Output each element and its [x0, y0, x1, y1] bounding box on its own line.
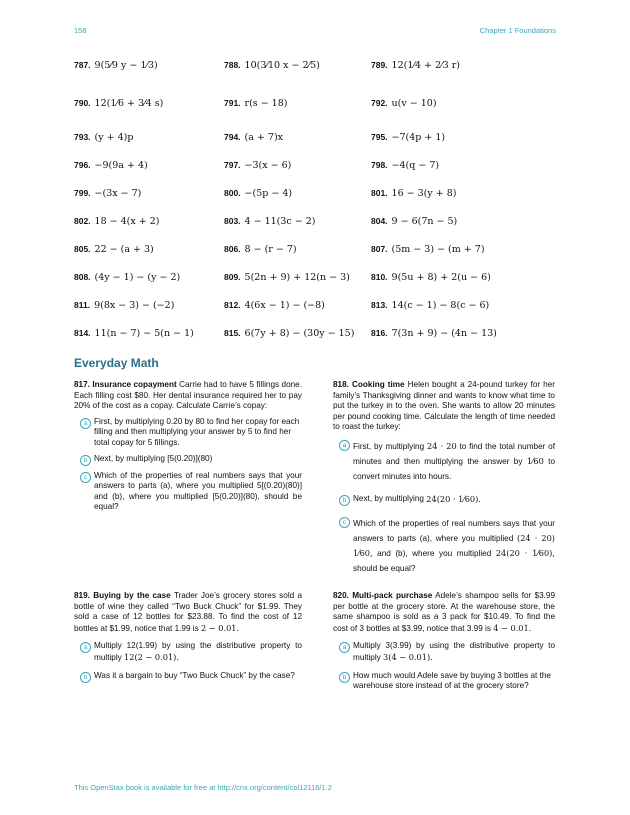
exercise-item: [224, 98, 287, 109]
exercise-expression: −3(x − 6): [244, 160, 292, 171]
part-a-math: 24 · 20: [426, 440, 457, 451]
part-b-icon: b: [80, 455, 91, 466]
exercise-item: [371, 300, 489, 311]
problem-math: 2 − 0.01.: [201, 622, 240, 633]
exercise-item: [74, 244, 154, 255]
exercise-row: [74, 272, 564, 292]
exercise-number: 792.: [371, 98, 388, 108]
part-b-text: How much would Adele save by buying 3 bottles at the warehouse store instead of at the grocery store?: [353, 670, 551, 691]
exercise-expression: −7(4p + 1): [391, 132, 446, 143]
exercise-row: [74, 188, 564, 208]
exercise-item: [371, 272, 491, 283]
section-heading: Everyday Math: [74, 356, 159, 370]
exercise-item: [371, 244, 485, 255]
problem-math: 4 − 0.01.: [493, 622, 532, 633]
part-b-text: Next, by multiplying: [353, 493, 424, 503]
part-a-icon: a: [339, 642, 350, 653]
exercise-item: [371, 98, 437, 109]
exercise-item: [74, 132, 133, 143]
part-a-text: Multiply 3(3.99) by using the distributive property to multiply: [353, 641, 555, 662]
exercise-item: [371, 60, 460, 71]
exercise-number: 799.: [74, 188, 91, 198]
exercise-item: [74, 160, 148, 171]
exercise-number: 815.: [224, 328, 241, 338]
exercise-number: 808.: [74, 272, 91, 282]
exercise-expression: 9 − 6(7n − 5): [391, 216, 458, 227]
exercise-expression: 10(3⁄10 x − 2⁄5): [244, 60, 320, 71]
exercise-item: [371, 132, 445, 143]
exercise-expression: 12(1⁄4 + 2⁄3 r): [391, 60, 460, 71]
exercise-expression: −(3x − 7): [94, 188, 142, 199]
problem-817: [74, 380, 302, 513]
exercise-expression: −9(9a + 4): [94, 160, 148, 171]
exercise-expression: 9(5⁄9 y − 1⁄3): [94, 60, 158, 71]
exercise-number: 797.: [224, 160, 241, 170]
exercise-row: [74, 244, 564, 264]
exercise-number: 801.: [371, 188, 388, 198]
exercise-expression: r(s − 18): [244, 98, 288, 109]
exercise-item: [224, 60, 320, 71]
exercise-number: 790.: [74, 98, 91, 108]
exercise-item: [74, 60, 158, 71]
exercise-expression: 16 − 3(y + 8): [391, 188, 457, 199]
exercise-item: [74, 272, 180, 283]
exercise-number: 802.: [74, 216, 91, 226]
exercise-number: 807.: [371, 244, 388, 254]
exercise-number: 812.: [224, 300, 241, 310]
exercise-item: [224, 300, 325, 311]
exercise-item: [371, 216, 457, 227]
exercise-expression: 22 − (a + 3): [94, 244, 154, 255]
part-b-icon: b: [80, 672, 91, 683]
exercise-item: [224, 188, 292, 199]
exercise-expression: 7(3n + 9) − (4n − 13): [391, 328, 497, 339]
exercise-expression: 9(5u + 8) + 2(u − 6): [391, 272, 491, 283]
part-a-fraction: 1⁄60: [526, 455, 544, 466]
exercise-item: [224, 160, 291, 171]
exercise-number: 806.: [224, 244, 241, 254]
page-number: 158: [74, 26, 87, 35]
exercise-number: 816.: [371, 328, 388, 338]
exercise-expression: u(v − 10): [391, 98, 437, 109]
exercise-row: [74, 216, 564, 236]
chapter-title: Chapter 1 Foundations: [479, 26, 556, 35]
part-b-math: 24(20 · 1⁄60).: [426, 493, 481, 504]
exercise-row: [74, 132, 564, 152]
exercise-item: [74, 216, 160, 227]
part-a-text: Multiply 12(1.99) by using the distributive property to multiply: [94, 641, 302, 662]
exercise-row: [74, 328, 564, 348]
exercise-expression: 5(2n + 9) + 12(n − 3): [244, 272, 350, 283]
exercise-number: 796.: [74, 160, 91, 170]
problem-number: 820.: [333, 591, 349, 600]
exercise-number: 814.: [74, 328, 91, 338]
exercise-item: [371, 160, 439, 171]
exercise-expression: −4(q − 7): [391, 160, 440, 171]
exercise-row: [74, 98, 564, 118]
problem-text: Adele’s shampoo sells for $3.99 per bottle at the grocery store. At the warehouse store, the same shampoo is sold as a 3 pack for $10.49. To find the cost of 3 bottles at $3.99, notice that 3.99 is: [333, 591, 555, 633]
exercise-item: [224, 272, 350, 283]
exercise-number: 803.: [224, 216, 241, 226]
exercise-number: 810.: [371, 272, 388, 282]
exercise-number: 795.: [371, 132, 388, 142]
exercise-expression: 11(n − 7) − 5(n − 1): [94, 328, 194, 339]
problem-title: Cooking time: [351, 380, 405, 389]
problem-text: Helen bought a 24-pound turkey for her family’s Thanksgiving dinner and wants to know what time to put the turkey in to the oven. She wants to allow 20 minutes per pound cooking time. Calculate the length of time needed to roast the turkey:: [333, 380, 556, 432]
exercise-expression: 12(1⁄6 + 3⁄4 s): [94, 98, 164, 109]
part-b-icon: b: [339, 495, 350, 506]
part-c-text-2: and (b), where you multiplied: [377, 548, 492, 558]
problem-text: Trader Joe’s grocery stores sold a bottle of wine they called “Two Buck Chuck” for $1.99. They sold a case of 12 bottles for $23.88. To find the cost of 12 bottles at $1.99, notice that 1.99 is: [74, 591, 302, 633]
part-c-math-2: 24(20 · 1⁄60),: [495, 547, 555, 558]
exercise-item: [224, 132, 283, 143]
part-b-text: Next, by multiplying [5(0.20)](80): [94, 453, 213, 463]
exercise-item: [224, 216, 316, 227]
part-a-text: First, by multiplying 0.20 by 80 to find her copay for each filling and then multiplying your answer by 5 to find her total copay for 5 fillings.: [94, 416, 300, 447]
part-c-icon: c: [80, 472, 91, 483]
exercise-item: [224, 328, 354, 339]
problem-818: [333, 380, 555, 576]
exercise-number: 809.: [224, 272, 241, 282]
part-c-math-1: (24 · 20) 1⁄60,: [353, 532, 555, 558]
exercise-item: [74, 98, 163, 109]
exercise-number: 798.: [371, 160, 388, 170]
part-b-text: Was it a bargain to buy “Two Buck Chuck” by the case?: [94, 670, 295, 680]
exercise-number: 805.: [74, 244, 91, 254]
exercise-expression: (5m − 3) − (m + 7): [391, 244, 485, 255]
part-a-text: First, by multiplying: [353, 441, 425, 451]
exercise-number: 793.: [74, 132, 91, 142]
part-c-text-3: should be equal?: [353, 563, 416, 573]
exercise-row: [74, 300, 564, 320]
problem-text: Carrie had to have 5 fillings done. Each filling cost $80. Her dental insurance required her to pay 20% of the cost as a copay. Calculate Carrie’s copay:: [74, 380, 303, 411]
part-a-math: 12(2 − 0.01).: [124, 651, 179, 662]
exercise-expression: 18 − 4(x + 2): [94, 216, 160, 227]
part-a-text-2: to find the total number of minutes and then multiplying the answer by: [353, 441, 555, 466]
exercise-expression: −(5p − 4): [244, 188, 293, 199]
problem-title: Buying by the case: [93, 591, 171, 600]
exercise-item: [371, 328, 497, 339]
exercise-number: 787.: [74, 60, 91, 70]
problem-number: 819.: [74, 591, 90, 600]
exercise-number: 789.: [371, 60, 388, 70]
problem-title: Insurance copayment: [92, 380, 177, 389]
exercise-number: 811.: [74, 300, 91, 310]
part-c-text: Which of the properties of real numbers says that your answers to parts (a), where you multiplied: [353, 518, 555, 543]
exercise-number: 813.: [371, 300, 388, 310]
exercise-expression: 14(c − 1) − 8(c − 6): [391, 300, 490, 311]
part-c-icon: c: [339, 517, 350, 528]
part-a-icon: a: [80, 418, 91, 429]
exercise-number: 791.: [224, 98, 241, 108]
exercise-expression: 9(8x − 3) − (−2): [94, 300, 175, 311]
exercise-expression: 8 − (r − 7): [244, 244, 297, 255]
problem-820: [333, 591, 555, 692]
exercise-item: [74, 188, 141, 199]
exercise-item: [224, 244, 297, 255]
part-a-icon: a: [339, 440, 350, 451]
problem-number: 818.: [333, 380, 349, 389]
footer-note: This OpenStax book is available for free at http://cnx.org/content/col12116/1.2: [74, 783, 332, 792]
exercise-item: [371, 188, 457, 199]
exercise-number: 800.: [224, 188, 241, 198]
exercise-row: [74, 60, 564, 80]
exercise-expression: (y + 4)p: [94, 132, 134, 143]
exercise-number: 794.: [224, 132, 241, 142]
exercise-expression: 4(6x − 1) − (−8): [244, 300, 325, 311]
exercise-row: [74, 160, 564, 180]
exercise-expression: 6(7y + 8) − (30y − 15): [244, 328, 355, 339]
exercise-expression: (a + 7)x: [244, 132, 284, 143]
exercise-number: 804.: [371, 216, 388, 226]
part-a-icon: a: [80, 642, 91, 653]
exercise-item: [74, 328, 194, 339]
exercise-expression: 4 − 11(3c − 2): [244, 216, 316, 227]
exercise-item: [74, 300, 174, 311]
problem-number: 817.: [74, 380, 90, 389]
exercise-number: 788.: [224, 60, 241, 70]
part-a-text-3: to convert minutes into hours.: [353, 456, 556, 481]
part-c-text: Which of the properties of real numbers says that your answers to parts (a), where you multiplied 5[(0.20)(80)] and (b), where you multiplied [5(0.20)](80), should be equal?: [94, 470, 302, 512]
exercise-expression: (4y − 1) − (y − 2): [94, 272, 181, 283]
part-b-icon: b: [339, 672, 350, 683]
part-a-math: 3(4 − 0.01).: [383, 651, 433, 662]
problem-819: [74, 591, 302, 683]
problem-title: Multi-pack purchase: [352, 591, 433, 600]
